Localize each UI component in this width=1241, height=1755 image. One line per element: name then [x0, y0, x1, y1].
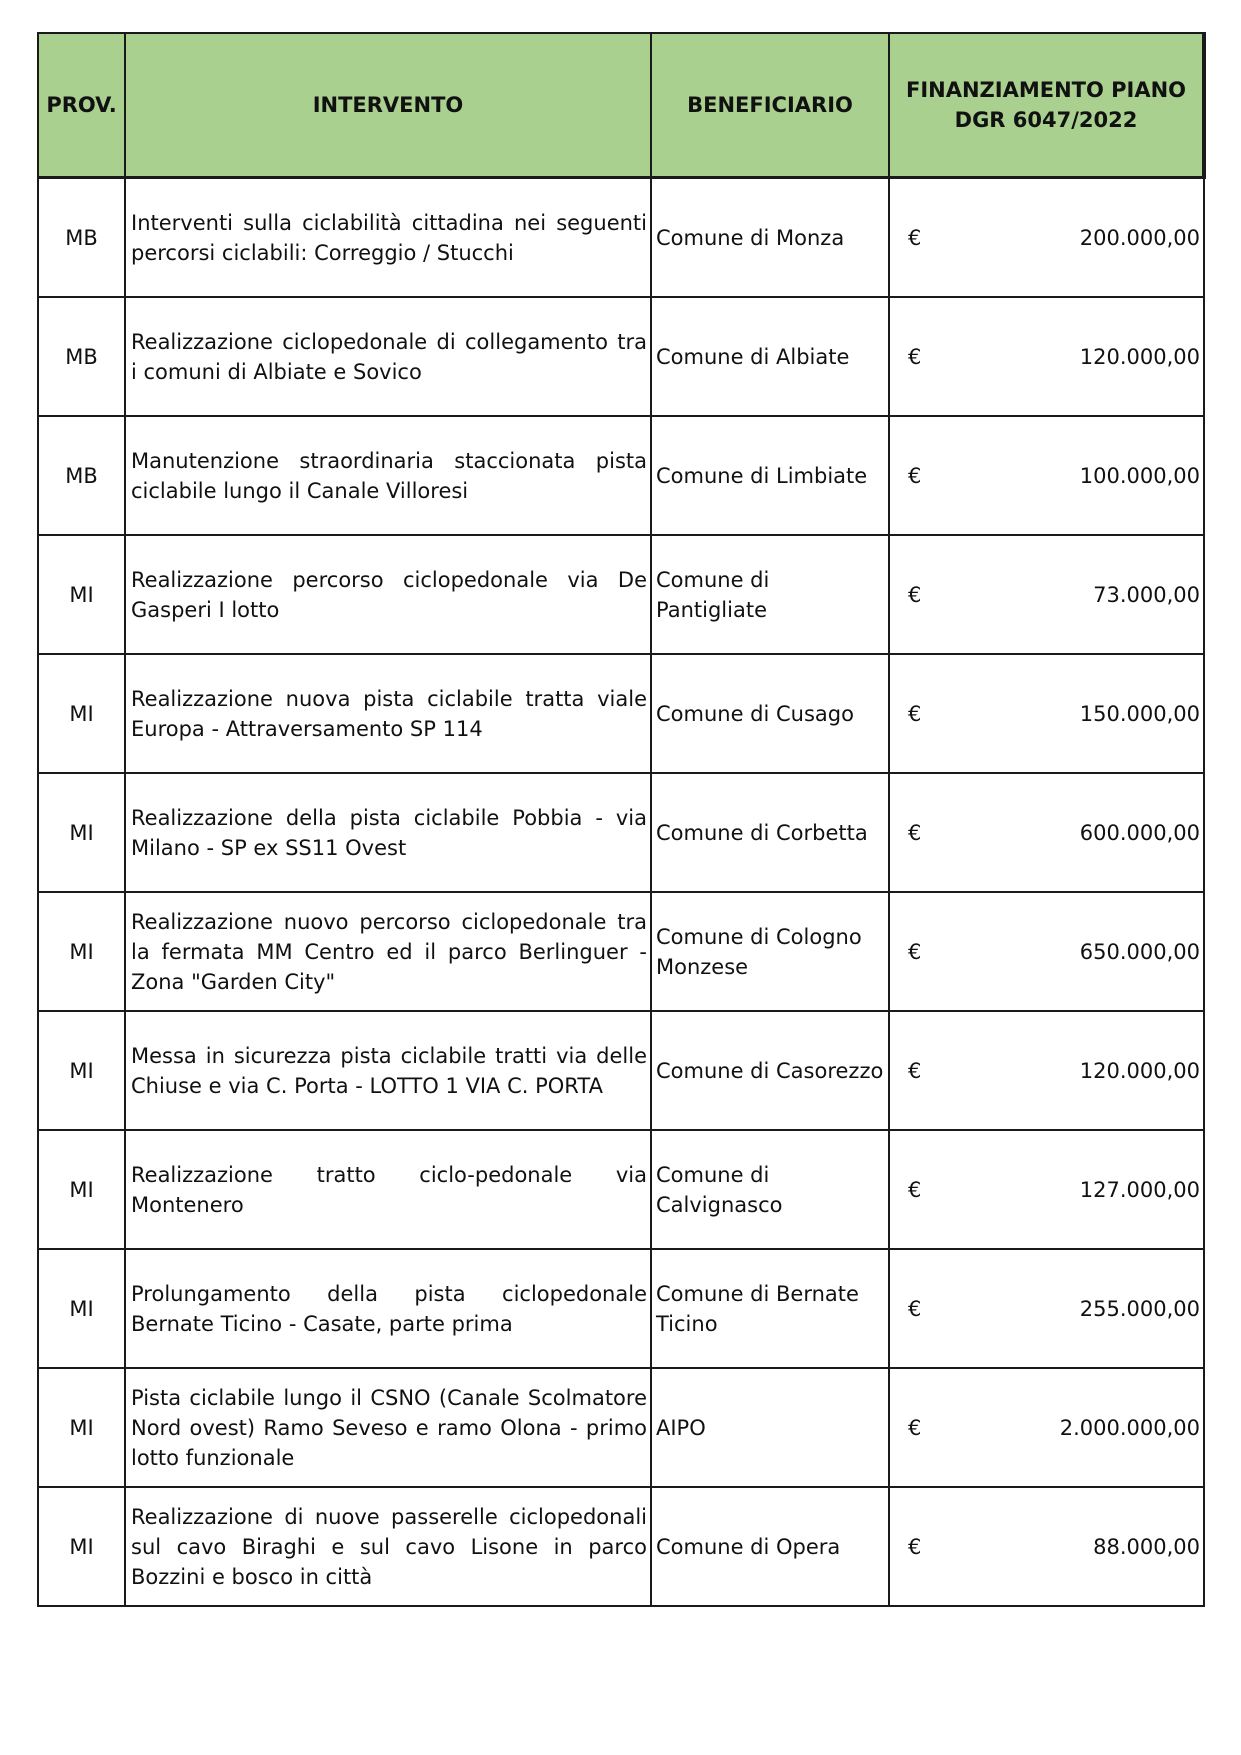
- table-row: [38, 297, 1204, 416]
- table-row: [38, 535, 1204, 654]
- amount-value: 88.000,00: [1093, 1534, 1200, 1559]
- cell-beneficiario: Comune di Corbetta: [651, 773, 889, 892]
- table-header: [38, 33, 1204, 178]
- cell-beneficiario: Comune di Pantigliate: [651, 535, 889, 654]
- table-row: [38, 1249, 1204, 1368]
- amount-wrapper: [890, 223, 1203, 253]
- header-finanziamento-line1: FINANZIAMENTO PIANO: [905, 78, 1187, 102]
- amount-wrapper: [890, 342, 1203, 372]
- cell-prov: MB: [38, 178, 125, 298]
- header-finanziamento: [889, 33, 1204, 178]
- amount-value: 127.000,00: [1079, 1177, 1200, 1202]
- amount-value: 120.000,00: [1079, 344, 1200, 369]
- cell-intervento: Realizzazione tratto ciclo-pedonale via Montenero: [125, 1130, 651, 1249]
- cell-intervento: Realizzazione nuovo percorso ciclopedonale tra la fermata MM Centro ed il parco Berlinguer -Zona "Garden City": [125, 892, 651, 1011]
- amount-value: 600.000,00: [1079, 820, 1200, 845]
- cell-finanziamento: [889, 1487, 1204, 1606]
- currency-symbol: €: [908, 1415, 922, 1440]
- cell-beneficiario: Comune di Limbiate: [651, 416, 889, 535]
- amount-wrapper: [890, 461, 1203, 491]
- cell-beneficiario: Comune di Calvignasco: [651, 1130, 889, 1249]
- amount-wrapper: [890, 1056, 1203, 1086]
- currency-symbol: €: [908, 225, 922, 250]
- cell-prov: MI: [38, 654, 125, 773]
- cell-prov: MI: [38, 892, 125, 1011]
- cell-intervento: Manutenzione straordinaria staccionata pista ciclabile lungo il Canale Villoresi: [125, 416, 651, 535]
- header-intervento: INTERVENTO: [125, 33, 651, 178]
- currency-symbol: €: [908, 344, 922, 369]
- cell-intervento: Messa in sicurezza pista ciclabile tratti via delle Chiuse e via C. Porta - LOTTO 1 VIA C. PORTA: [125, 1011, 651, 1130]
- currency-symbol: €: [908, 1534, 922, 1559]
- header-prov: PROV.: [38, 33, 125, 178]
- cell-prov: MI: [38, 1011, 125, 1130]
- amount-wrapper: [890, 818, 1203, 848]
- cell-prov: MB: [38, 297, 125, 416]
- table-row: [38, 773, 1204, 892]
- cell-prov: MI: [38, 773, 125, 892]
- currency-symbol: €: [908, 939, 922, 964]
- cell-beneficiario: Comune di Cologno Monzese: [651, 892, 889, 1011]
- cell-finanziamento: [889, 1249, 1204, 1368]
- cell-prov: MI: [38, 1130, 125, 1249]
- amount-wrapper: [890, 580, 1203, 610]
- amount-wrapper: [890, 937, 1203, 967]
- table-row: [38, 1130, 1204, 1249]
- amount-wrapper: [890, 1294, 1203, 1324]
- cell-intervento: Interventi sulla ciclabilità cittadina nei seguenti percorsi ciclabili: Correggio / Stucchi: [125, 178, 651, 298]
- cell-beneficiario: Comune di Monza: [651, 178, 889, 298]
- currency-symbol: €: [908, 463, 922, 488]
- table-row: [38, 416, 1204, 535]
- amount-wrapper: [890, 1413, 1203, 1443]
- amount-value: 255.000,00: [1079, 1296, 1200, 1321]
- funding-table: [37, 32, 1206, 1607]
- cell-beneficiario: Comune di Opera: [651, 1487, 889, 1606]
- table-row: [38, 654, 1204, 773]
- cell-prov: MI: [38, 535, 125, 654]
- amount-value: 2.000.000,00: [1059, 1415, 1200, 1440]
- cell-finanziamento: [889, 1011, 1204, 1130]
- amount-value: 650.000,00: [1079, 939, 1200, 964]
- cell-beneficiario: Comune di Bernate Ticino: [651, 1249, 889, 1368]
- amount-wrapper: [890, 1175, 1203, 1205]
- table-row: [38, 892, 1204, 1011]
- amount-wrapper: [890, 1532, 1203, 1562]
- cell-beneficiario: AIPO: [651, 1368, 889, 1487]
- amount-value: 150.000,00: [1079, 701, 1200, 726]
- header-beneficiario: BENEFICIARIO: [651, 33, 889, 178]
- cell-prov: MB: [38, 416, 125, 535]
- cell-intervento: Realizzazione ciclopedonale di collegamento tra i comuni di Albiate e Sovico: [125, 297, 651, 416]
- cell-prov: MI: [38, 1249, 125, 1368]
- currency-symbol: €: [908, 1058, 922, 1083]
- amount-value: 100.000,00: [1079, 463, 1200, 488]
- cell-prov: MI: [38, 1368, 125, 1487]
- header-row: [38, 33, 1204, 178]
- currency-symbol: €: [908, 1296, 922, 1321]
- cell-finanziamento: [889, 1130, 1204, 1249]
- cell-intervento: Prolungamento della pista ciclopedonale Bernate Ticino - Casate, parte prima: [125, 1249, 651, 1368]
- currency-symbol: €: [908, 701, 922, 726]
- cell-finanziamento: [889, 178, 1204, 298]
- cell-prov: MI: [38, 1487, 125, 1606]
- cell-intervento: Realizzazione della pista ciclabile Pobbia - via Milano - SP ex SS11 Ovest: [125, 773, 651, 892]
- currency-symbol: €: [908, 582, 922, 607]
- cell-finanziamento: [889, 892, 1204, 1011]
- cell-intervento: Realizzazione nuova pista ciclabile tratta viale Europa - Attraversamento SP 114: [125, 654, 651, 773]
- cell-finanziamento: [889, 654, 1204, 773]
- amount-wrapper: [890, 699, 1203, 729]
- cell-finanziamento: [889, 535, 1204, 654]
- cell-intervento: Pista ciclabile lungo il CSNO (Canale Scolmatore Nord ovest) Ramo Seveso e ramo Olona - primo lotto funzionale: [125, 1368, 651, 1487]
- currency-symbol: €: [908, 1177, 922, 1202]
- cell-finanziamento: [889, 773, 1204, 892]
- amount-value: 200.000,00: [1079, 225, 1200, 250]
- amount-value: 73.000,00: [1093, 582, 1200, 607]
- cell-finanziamento: [889, 1368, 1204, 1487]
- table-row: [38, 1011, 1204, 1130]
- cell-finanziamento: [889, 416, 1204, 535]
- cell-intervento: Realizzazione di nuove passerelle ciclopedonali sul cavo Biraghi e sul cavo Lisone in parco Bozzini e bosco in città: [125, 1487, 651, 1606]
- currency-symbol: €: [908, 820, 922, 845]
- table-body: [38, 178, 1204, 1607]
- amount-value: 120.000,00: [1079, 1058, 1200, 1083]
- cell-intervento: Realizzazione percorso ciclopedonale via De Gasperi I lotto: [125, 535, 651, 654]
- table-row: [38, 1487, 1204, 1606]
- table-row: [38, 178, 1204, 298]
- cell-beneficiario: Comune di Casorezzo: [651, 1011, 889, 1130]
- cell-finanziamento: [889, 297, 1204, 416]
- header-finanziamento-line2: DGR 6047/2022: [954, 108, 1138, 132]
- cell-beneficiario: Comune di Cusago: [651, 654, 889, 773]
- table-row: [38, 1368, 1204, 1487]
- cell-beneficiario: Comune di Albiate: [651, 297, 889, 416]
